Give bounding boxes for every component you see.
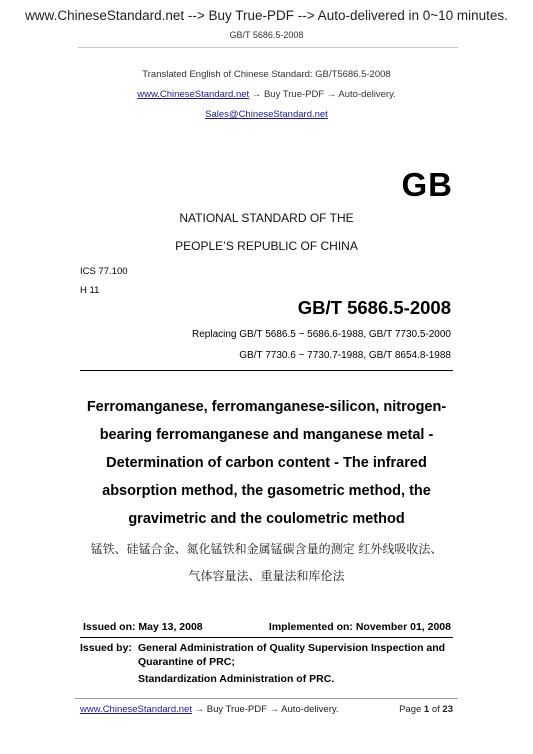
- footer-delivery-text: → Buy True-PDF → Auto-delivery.: [191, 704, 339, 715]
- implemented-date: Implemented on: November 01, 2008: [268, 621, 451, 633]
- top-banner: www.ChineseStandard.net --> Buy True-PDF --> Auto-delivered in 0~10 minutes.: [25, 8, 508, 23]
- issuer-line2: Quarantine of PRC;: [138, 656, 235, 668]
- delivery-line: [0, 89, 533, 100]
- title-en-line3: Determination of carbon content - The infrared: [106, 455, 427, 471]
- ics-code: ICS 77.100: [80, 266, 128, 277]
- title-en-line1: Ferromanganese, ferromanganese-silicon, nitrogen-: [86, 399, 447, 415]
- footer-delivery: [80, 704, 339, 715]
- title-cn-line2: 气体容量法、重量法和库伦法: [188, 569, 345, 583]
- dates-divider: [80, 637, 453, 638]
- translation-line: Translated English of Chinese Standard: GB/T5686.5-2008: [142, 69, 391, 80]
- issued-date: Issued on: May 13, 2008: [83, 621, 203, 633]
- of-label: of: [431, 704, 440, 715]
- issuer-line1: General Administration of Quality Supervision Inspection and: [138, 642, 446, 654]
- ccs-code: H 11: [80, 285, 100, 296]
- delivery-text: → Buy True-PDF → Auto-delivery.: [249, 89, 396, 100]
- header-doc-code: GB/T 5686.5-2008: [229, 30, 304, 40]
- title-cn-line1: 锰铁、硅锰合金、氮化锰铁和金属锰碳含量的测定 红外线吸收法、: [90, 542, 443, 556]
- title-en-line2: bearing ferromanganese and manganese metal -: [99, 427, 434, 443]
- page-total: 23: [442, 704, 453, 715]
- issuer-line3: Standardization Administration of PRC.: [138, 673, 335, 685]
- replacing-line1: Replacing GB/T 5686.5 ~ 5686.6-1988, GB/T 7730.5-2000: [192, 329, 451, 340]
- page-label: Page: [399, 704, 422, 715]
- issued-by-label: Issued by:: [80, 642, 132, 654]
- page-number: 1: [423, 704, 430, 715]
- footer-site-link[interactable]: www.ChineseStandard.net: [80, 704, 192, 715]
- national-standard-line1: NATIONAL STANDARD OF THE: [179, 211, 354, 225]
- sales-email-link[interactable]: Sales@ChineseStandard.net: [205, 109, 328, 120]
- gb-logo: GB: [401, 166, 453, 203]
- page-indicator: [399, 704, 453, 715]
- title-en-line5: gravimetric and the coulometric method: [128, 511, 405, 527]
- replacing-line2: GB/T 7730.6 ~ 7730.7-1988, GB/T 8654.8-1988: [239, 350, 451, 361]
- national-standard-line2: PEOPLE’S REPUBLIC OF CHINA: [175, 239, 358, 253]
- email-line: [0, 109, 533, 120]
- standard-code: GB/T 5686.5-2008: [297, 297, 451, 318]
- header-divider: [78, 47, 458, 48]
- title-en-line4: absorption method, the gasometric method, the: [102, 483, 431, 499]
- footer-divider: [75, 698, 458, 699]
- site-link[interactable]: www.ChineseStandard.net: [137, 89, 250, 100]
- title-divider: [80, 370, 453, 371]
